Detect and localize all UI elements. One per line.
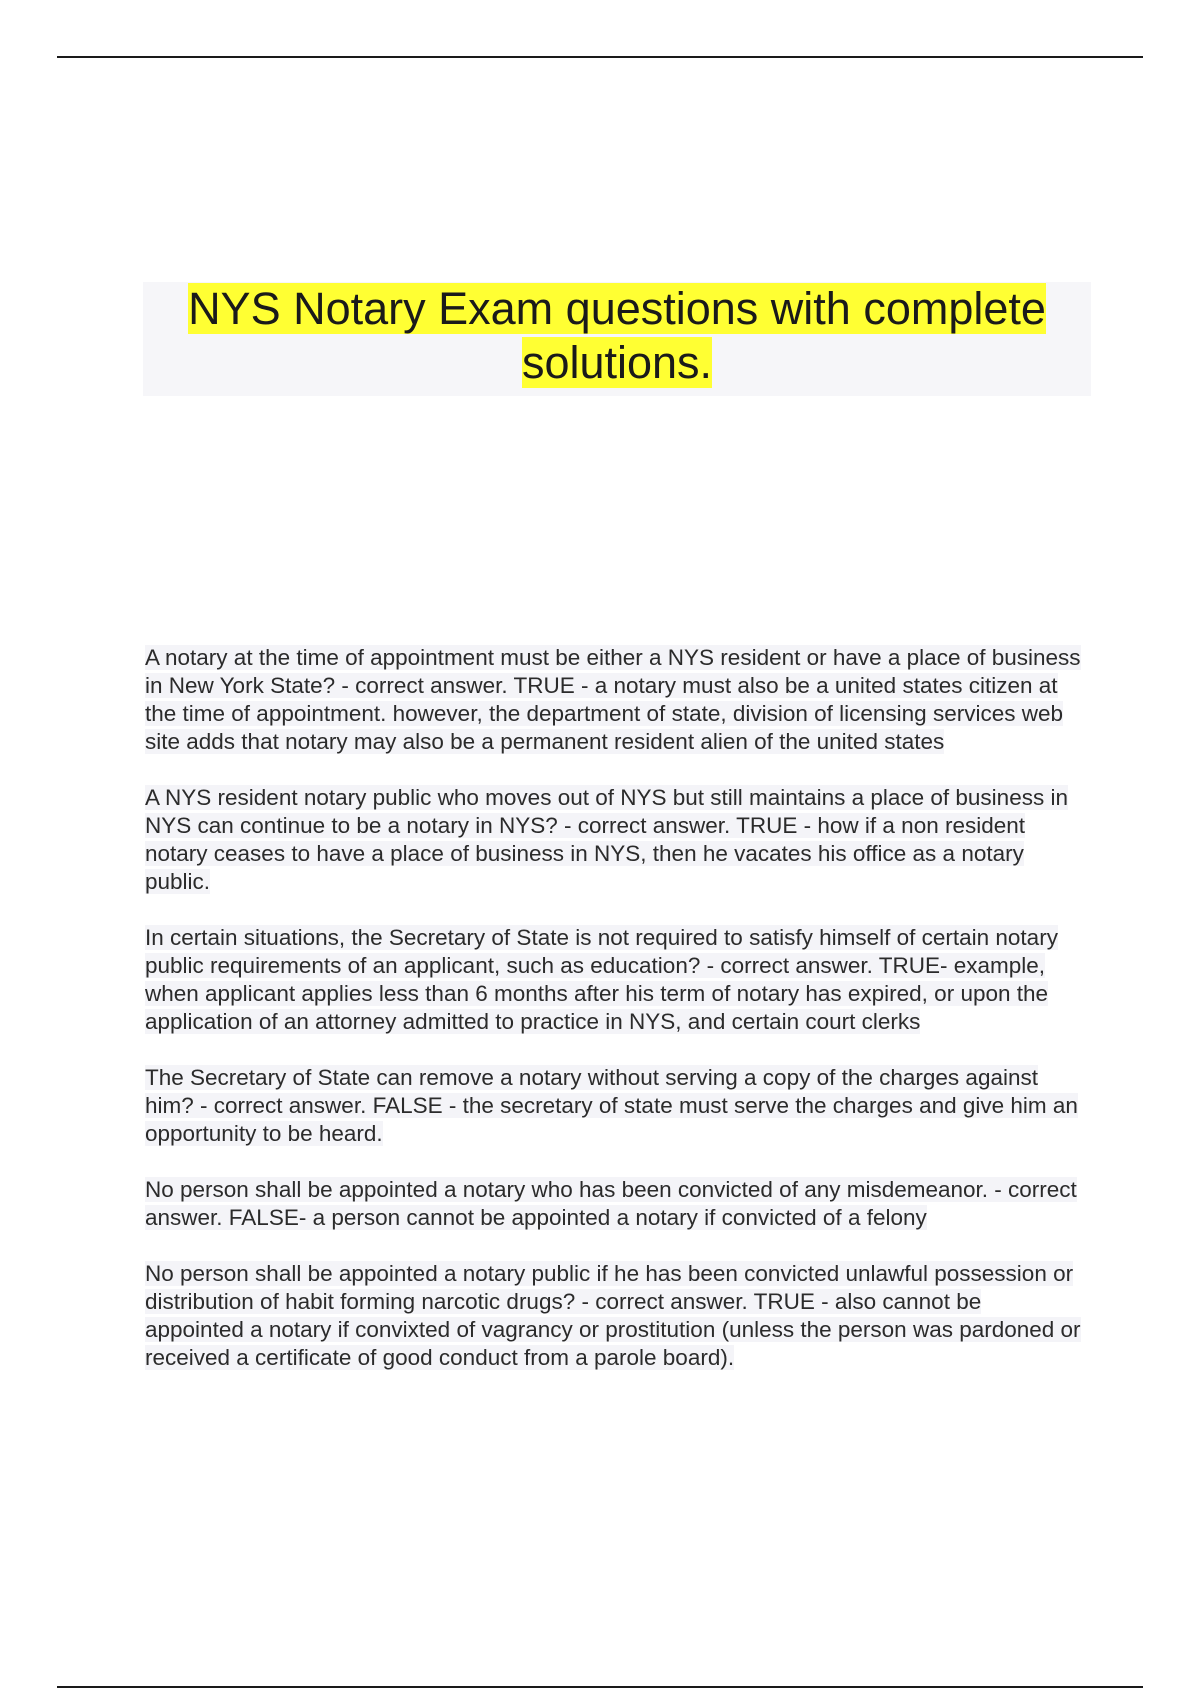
- qa-item-text: A notary at the time of appointment must be either a NYS resident or have a place of business in New York State? - correct answer. TRUE - a notary must also be a united states citizen at the time of appointment. however, the department of state, division of licensing services web site adds that notary may also be a permanent resident alien of the united states: [145, 645, 1081, 754]
- title-block: [143, 282, 1091, 396]
- bottom-rule: [57, 1686, 1143, 1688]
- qa-item-text: No person shall be appointed a notary public if he has been convicted unlawful possession or distribution of habit forming narcotic drugs? - correct answer. TRUE - also cannot be appointed a notary if convixted of vagrancy or prostitution (unless the person was pardoned or received a certificate of good conduct from a parole board).: [145, 1261, 1081, 1370]
- qa-item: [145, 1260, 1085, 1372]
- qa-item: [145, 644, 1085, 756]
- top-rule: [57, 56, 1143, 58]
- qa-item: [145, 1064, 1085, 1148]
- qa-item: [145, 784, 1085, 896]
- qa-item-text: In certain situations, the Secretary of State is not required to satisfy himself of certain notary public requirements of an applicant, such as education? - correct answer. TRUE- example, when applicant applies less than 6 months after his term of notary has expired, or upon the application of an attorney admitted to practice in NYS, and certain court clerks: [145, 925, 1058, 1034]
- qa-item: [145, 924, 1085, 1036]
- qa-item-text: A NYS resident notary public who moves out of NYS but still maintains a place of business in NYS can continue to be a notary in NYS? - correct answer. TRUE - how if a non resident notary ceases to have a place of business in NYS, then he vacates his office as a notary public.: [145, 785, 1068, 894]
- qa-item-text: The Secretary of State can remove a notary without serving a copy of the charges against him? - correct answer. FALSE - the secretary of state must serve the charges and give him an opportunity to be heard.: [145, 1065, 1078, 1146]
- document-title: NYS Notary Exam questions with complete solutions.: [188, 283, 1046, 388]
- qa-item: [145, 1176, 1085, 1232]
- qa-list: [145, 644, 1085, 1400]
- qa-item-text: No person shall be appointed a notary who has been convicted of any misdemeanor. - correct answer. FALSE- a person cannot be appointed a notary if convicted of a felony: [145, 1177, 1077, 1230]
